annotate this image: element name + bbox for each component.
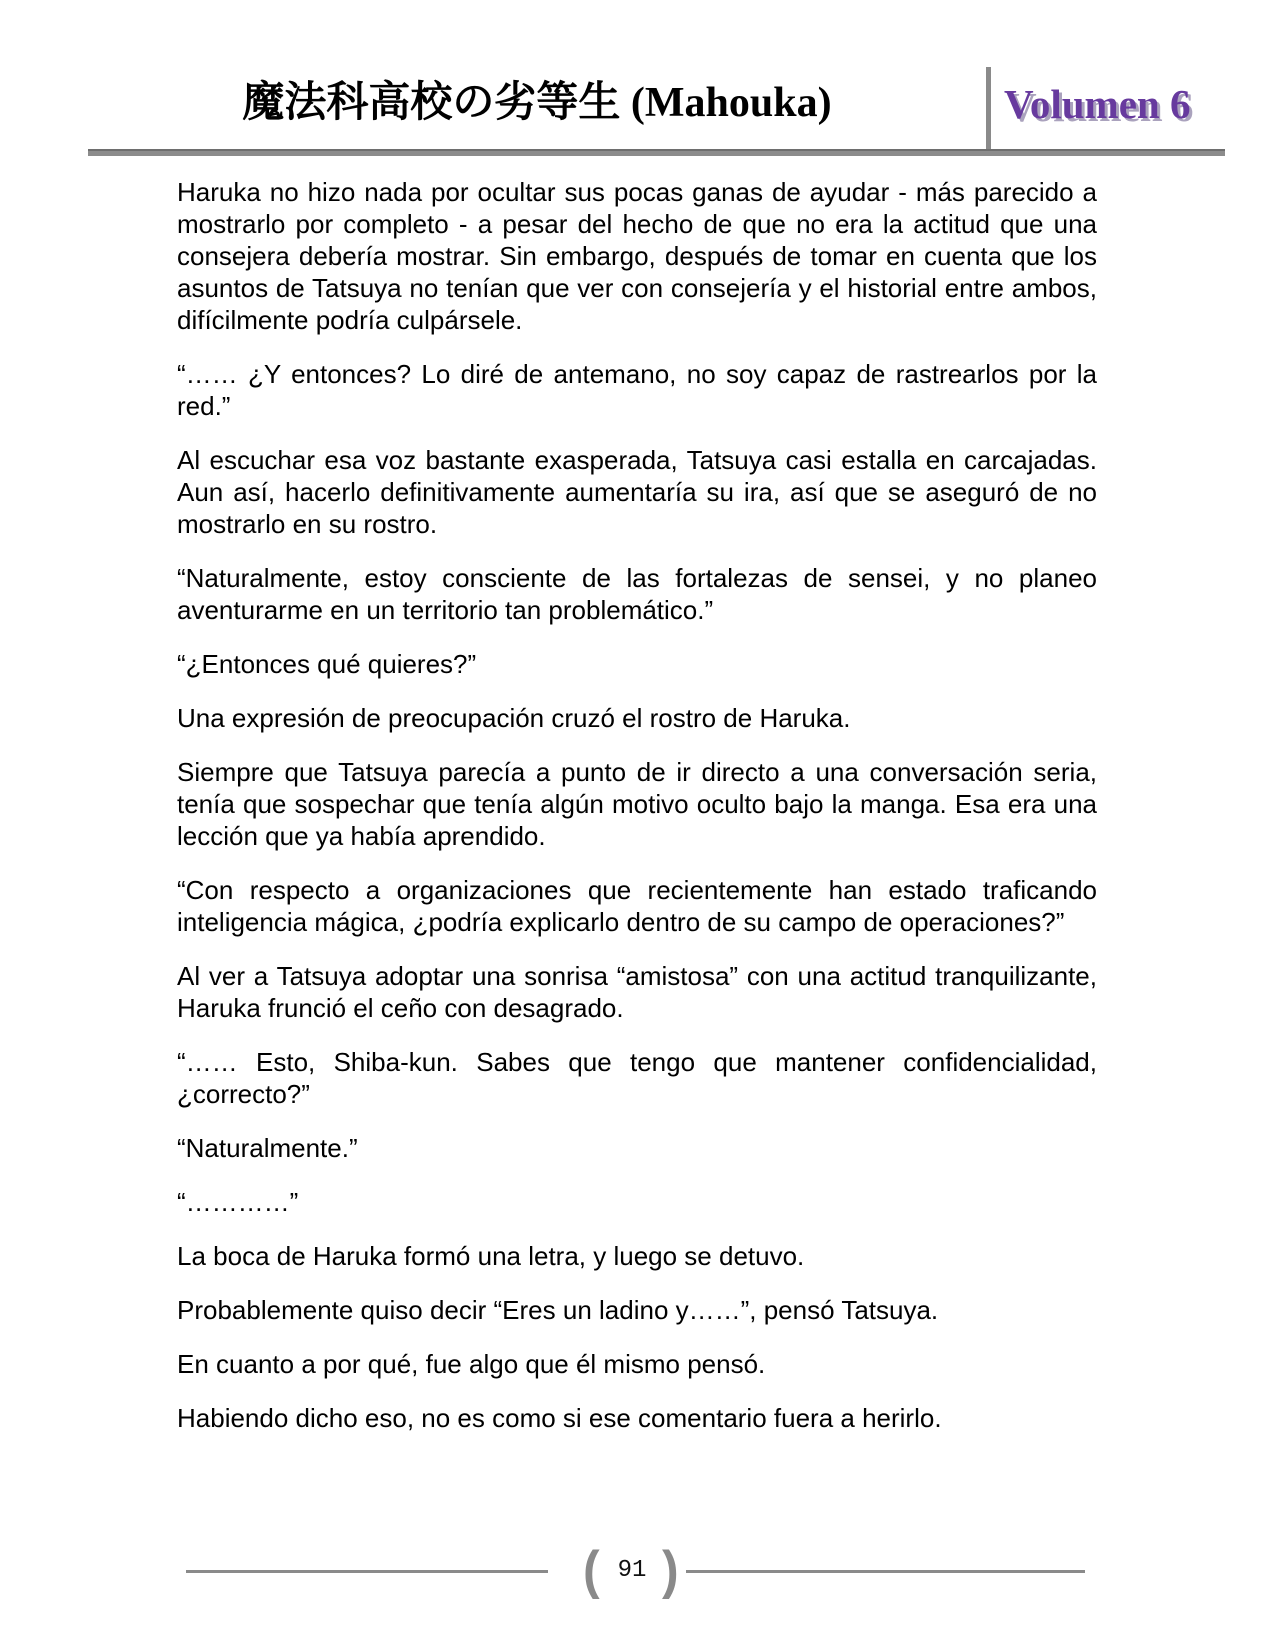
footer-rule-left: [186, 1570, 548, 1573]
paragraph: “…… Esto, Shiba-kun. Sabes que tengo que mantener confidencialidad, ¿correcto?”: [177, 1047, 1097, 1109]
paragraph: “…… ¿Y entonces? Lo diré de antemano, no soy capaz de rastrearlos por la red.”: [177, 359, 1097, 421]
paragraph: Al ver a Tatsuya adoptar una sonrisa “amistosa” con una actitud tranquilizante, Haruka frunció el ceño con desagrado.: [177, 961, 1097, 1023]
paragraph: Haruka no hizo nada por ocultar sus pocas ganas de ayudar - más parecido a mostrarlo por completo - a pesar del hecho de que no era la actitud que una consejera debería mostrar. Sin embargo, después de tomar en cuenta que los asuntos de Tatsuya no tenían que ver con consejería y el historial entre ambos, difícilmente podría culpársele.: [177, 177, 1097, 335]
paragraph: “Naturalmente, estoy consciente de las fortalezas de sensei, y no planeo aventurarme en un territorio tan problemático.”: [177, 563, 1097, 625]
page-title: 魔法科高校の劣等生 (Mahouka): [242, 80, 832, 126]
paragraph: “…………”: [177, 1187, 299, 1217]
paragraph: Siempre que Tatsuya parecía a punto de ir directo a una conversación seria, tenía que sospechar que tenía algún motivo oculto bajo la manga. Esa era una lección que ya había aprendido.: [177, 757, 1097, 851]
footer-rule-right: [686, 1570, 1085, 1573]
paragraph: “¿Entonces qué quieres?”: [177, 649, 477, 679]
paragraph: Probablemente quiso decir “Eres un ladino y……”, pensó Tatsuya.: [177, 1295, 939, 1325]
page-number: 91: [617, 1557, 647, 1584]
paragraph: Al escuchar esa voz bastante exasperada, Tatsuya casi estalla en carcajadas. Aun así, hacerlo definitivamente aumentaría su ira, así que se aseguró de no mostrarlo en su rostro.: [177, 445, 1097, 539]
paragraph: En cuanto a por qué, fue algo que él mismo pensó.: [177, 1349, 766, 1379]
header-rule: [88, 149, 1225, 156]
paragraph: Habiendo dicho eso, no es como si ese comentario fuera a herirlo.: [177, 1403, 942, 1433]
paragraph: La boca de Haruka formó una letra, y luego se detuvo.: [177, 1241, 805, 1271]
body-text: [177, 176, 1097, 1456]
footer-bracket-left-icon: (: [583, 1540, 600, 1600]
volume-label: Volumen 6: [1004, 81, 1191, 127]
header-divider: [986, 67, 991, 156]
paragraph: “Con respecto a organizaciones que recientemente han estado traficando inteligencia mágica, ¿podría explicarlo dentro de su campo de operaciones?”: [177, 875, 1097, 937]
footer-bracket-right-icon: ): [662, 1540, 679, 1600]
paragraph: Una expresión de preocupación cruzó el rostro de Haruka.: [177, 703, 851, 733]
paragraph: “Naturalmente.”: [177, 1133, 358, 1163]
